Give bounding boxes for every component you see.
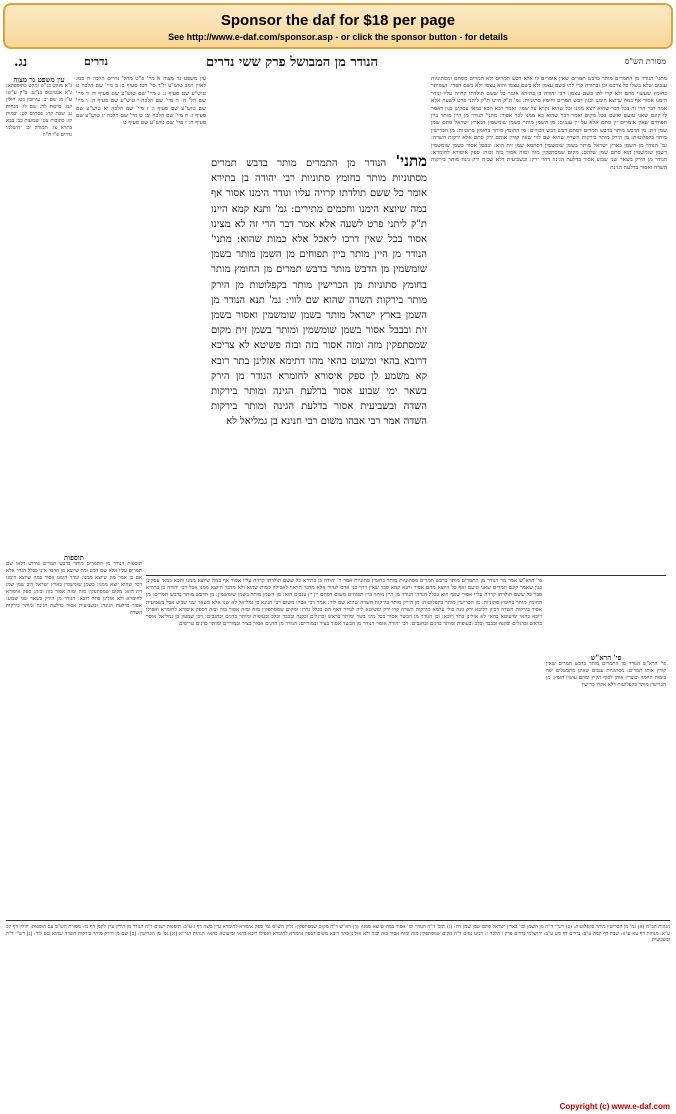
footnotes-section xyxy=(6,924,670,1074)
rabbeinu-asher-column xyxy=(546,654,666,874)
masores-hashas-label: מסורת הש"ס xyxy=(624,57,666,66)
gemara-body: הנודר מן התמרים מותר בדבש תמרים מסתוניות מותר בחומץ סתוניות רבי יהודה בן בתירא אומר כל ששם תולדתו קרויה עליו ונודר הימנו אסור אף במה שיוצא הימנו וחכמים מתירים: גמ' ותנא קמא היינו ת"ק ליתני פרט לשעה אלא אמר דבר הרי זה לא מצינו אסור בכל שאין דרכו ליאכל אלא כמות שהוא: מתני' הנודר מן היין מותר ביין תפוחים מן השמן מותר בשמן שומשמין מן הדבש מותר בדבש תמרים מן החומץ מותר בחומץ סתוניות מן הכרישין מותר בקפלוטות מן הירק מותר בירקות השדה שהוא שם לווי: גמ' תנא הנודר מן השמן בארץ ישראל מותר בשמן שומשמין ואסור בשמן זית ובבבל אסור בשמן שומשמין ומותר בשמן זית מקום שמסתפקין מזה ומזה אסור בזה ובזה פשיטא לא צריכא דרובא בהאי ומיעוט בהאי מהו דתימא אזלינן בתר רובא קא משמע לן ספק איסורא לחומרא הנודר מן הירק בשאר ימי שבוע אסור בדלעת הגינה ומותר בירקות השדה ובשביעית אסור בדלעת הגינה ומותר בירקות השדה אמר רבי אבהו משום רבי חנינא בן גמליאל לא xyxy=(211,158,427,428)
tosafos-lower-column xyxy=(6,554,142,974)
divider-line xyxy=(146,575,666,576)
running-title: הנודר מן המבושל פרק ששי נדרים xyxy=(206,55,378,70)
rashi-column xyxy=(431,76,667,574)
tosafos-lower-text: תוספות הנודר מן התמרים מותר בדבש תמרים פירוש דלאו שם תמרים עליו אלא שם דבש ומה שיוצא מן הדבר אינו בכלל הנדר אלא אם כן אמר מה שיוצא ממנו: ונודר הימנו אסור במה שיוצא הימנו דבר שהוא יוצא ממנו: בשמן שומשמין בארץ ישראל רוב שמן שמן זית הוא: מקום שמסתפקין מזה ומזה אסור בזה ובזה: ספק איסורא לחומרא ולא אזלינן בתר רובא: הנודר מן הירק בשאר שני שבוע: אסור בדלעת הגינה: ובשביעית אסור בדלעת הגינה ומותר בירקות השדה xyxy=(6,561,142,616)
gemara-main-text xyxy=(211,154,427,574)
ein-mishpat-text: נ"א מנקט בנ"ש ומקט בתוספתא: ג"א אנטיגנוס בנ"ש: ב"ק ע"ש: ע"ז מ: שם יב: עירובין כט: חולין קמ: ברכות לה: שם לו: מנחות ע: שבת קח: פסחים לט: יבמות קו: כתובות צט: שבועות כב: בבא בתרא צו: תמורה יב: ירושלמי נדרים פ"ו ה"ה xyxy=(6,83,72,138)
rashi-text: מתני' הנודר מן התמרים מותר בדבש תמרים שאין אומרים לו אלא דבש תמרים ולא תמרים מסתם ומסתוניות ענבים שלא בשלו כל צרכם וכן ובתורה קרי להו בשם עצמן ולא בשם עצמו והוא עצמו ולא בשם הפרי: ושמותר בחומץ שעשוי מהם ולא קרי להו בשם עצמן: רבי יהודה בן בתירא אומר כל ששם תולדתו קרויה עליו ונודר הימנו אסור אף במה שיוצא הימנו וכגון דבש תמרים וחומץ סתוניות: גמ' ת"ק היינו ת"ק ליתני פרט לשעה אלא אמר דבר הרי זה בכל דבר שהוא יוצא ממנו וכל שהוא נקרא על שמו: ואמר רבא הכא במאי עסקינן כגון דאמר לו קונם שאני טועם ואשם בכל מקום ואמר דבר שהוא בא ממנו לכך אסור: מתני' הנודר מן היין מותר ביין תפוחים שאין אומרים יין סתם אלא על יין ענבים: מן השמן מותר בשמן שומשמין דבארץ ישראל סתם שמן שמן זית: מן הדבש מותר בדבש תמרים דסתם דבש דבש דבורים: מן החומץ מותר בחומץ סתוניות: מן הכרישין מותר בקפלוטות: מן הירק מותר בירקות השדה שהוא שם לווי שאין קורין אותם ירק סתם אלא ירקות השדה: גמ' הנודר מן השמן בארץ ישראל מותר בשמן שומשמין דסתמא שמן זית הוא: ובבבל אסור בשמן שומשמין דשמן שומשמין הוא סתם שמן שלהם: מקום שמסתפקין מזה ומזה אסור בזה ובזה: ספק איסורא לחומרא: הנודר מן הירק בשאר שני שבוע אסור בדלעת הגינה דהוי ירק: ובשביעית דלא שכיח ירק גינה מותר בירקות השדה ואסור בדלעת הגינה xyxy=(431,76,667,171)
tosafos-upper-column xyxy=(76,76,206,574)
rabbeinu-asher-text: פי' הרא"ש הנודר מן התמרים מותר בדבש תמרים שאין קורין אותו תמרים: מסתוניות ענבים שאינן מתבשלים יפה בימות החמה ובוצרין אותן לסוף הקיץ ומהם עושין חומץ: מן הכרישין מותר בקפלוטות דלא אקרו כרישין xyxy=(546,661,666,688)
footnote-divider xyxy=(6,920,670,921)
footnotes-text: הגהות הב"ח (א) גמ' מן הכרישין מותר בקפלוטות: (ב) רש"י ד"ה מן השמן וכו' בארץ ישראל סתם שמן שמן זית: (ג) תוס' ד"ה הנודר וכו' אסור במה שיוצא ממנו: (ד) רא"ש ד"ה מקום שמסתפקין: גליון הש"ס גמ' ספק איסורא לחומרא עיין ביצה דף ג ע"ב: תוספות ישנים ד"ה הנודר מן הירק עיין לקמן דף נד: מסורת הש"ס עם הוספות: חולין דף קכ ע"א: מנחות דף עא ע"א: שבת דף קמה ע"ב: נדרים דף מט ע"ב: ירושלמי נדרים פרק ו הלכה ו: רבינו נסים ד"ה מקום שמסתפקין מזה ומזה אסור בזה ובזה ולא אזלינן בתר רובא משום דספק איסורא לחומרא ואפילו רובא בהאי ומיעוטא בהאי: הגהות הגר"א [א] גמ' מן הכרישין: [ב] שם מן הירק מותר בירקות השדה שהוא שם לווי: [ג] רש"י ד"ה ובשביעית xyxy=(6,924,670,944)
sponsor-banner[interactable] xyxy=(3,3,673,49)
copyright-notice: Copyright (c) www.e-daf.com xyxy=(559,1102,670,1111)
sponsor-banner-subtitle[interactable]: See http://www.e-daf.com/sponsor.asp - or click the sponsor button - for details xyxy=(168,32,508,42)
tosafos-upper-text: עין משפט נר מצוה א מיי' פ"ט מהל' נדרים הלכה ח סמג לאוין רמב טוש"ע יו"ד סי' רטז סעיף ב: ב מיי' שם הלכה ט טוש"ע שם סעיף ג: ג מיי' שם טוש"ע שם סעיף ד: ד מיי' שם הל' ח: ה מיי' שם הלכה י טוש"ע שם סעיף ה: ו מיי' שם טוש"ע שם סעיף ו: ז מיי' שם הלכה יא טוש"ע שם סעיף ז: ח מיי' שם הלכה יב: ט מיי' שם הלכה יג טוש"ע שם סעיף ח: י מיי' שם טוש"ע שם סעיף ט xyxy=(76,76,206,127)
ein-mishpat-label: עין משפט נר מצוה xyxy=(13,76,65,84)
tosafos-label: תוספות xyxy=(64,554,84,562)
talmud-page xyxy=(6,54,670,1096)
rabbeinu-asher-label: פי' הרא"ש xyxy=(590,654,622,662)
sponsor-banner-title[interactable]: Sponsor the daf for $18 per page xyxy=(220,12,456,29)
page-number: נג. xyxy=(14,55,28,70)
tractate-name: נדרים xyxy=(84,55,109,68)
lower-commentary-column xyxy=(146,578,542,918)
mishna-lead-word: מתני' xyxy=(395,154,427,170)
ein-mishpat-column xyxy=(6,76,72,536)
page-header xyxy=(6,54,670,72)
lower-commentary-text: פי' הרא"ש אמר מר הנודר מן התמרים מותר בדבש תמרים מסתוניות מותר בחומץ סתוניות אמר ר' יהודה בן בתירא כל ששם תולדתו קרויה עליו אסור אף במה שיוצא ממנו והכא במאי עסקינן כגון שאמר קונם תמרים שאני טועם ואף כל היוצא מהם אסור ותנא קמא סבר שאין דרך בני אדם לנדור אלא מדבר הראוי לאכילה כמות שהוא ולא מדבר היוצא ממנו אבל רבי יהודה בן בתירא סבר כל ששם תולדתו קרויה עליו אסור שאף הוא בכלל הנדר: הנודר מן היין מותר ביין תפוחים משום דסתם יין יין ענבים הוא: מן השמן מותר בשמן שומשמין: מן הדבש מותר בדבש תמרים: מן החומץ מותר בחומץ סתוניות: מן הכרישין מותר בקפלוטות: מן הירק מותר בירקות השדה שהוא שם לווי: אמר רבי אבהו משום רבי חנינא בן גמליאל לא שנו אלא בשאר שני שבוע אבל בשביעית אסור בירקות השדה דכיון דליכא ירק גינה כולי עלמא מירקות השדה קרו ירק ופשיטא ליה לנודר דאף הם בכלל נדרו: ומקום שמסתפקין מזה ומזה אסור בזה ובזה דספק איסורא לחומרא ואפילו רובא בהאי ומיעוטא בהאי לא אזלינן בתר רובא: וכן הנודר מן הבשר אסור בכל מיני בשר ומותר בראש וברגלים ובקנה ובכבד ובלב ובעופות ומותר בדגים ובחגבים: רבן שמעון בן גמליאל אוסר בראש וברגלים ובקנה ובכבד ובלב ובעופות ומותר בדגים ובחגבים: רבי יהודה אומר הנודר מן הבשר אסור בציר ובמוריים: הנודר מן הדגים אסור בציר ובמוריים ומותר בדגים טריפים xyxy=(146,578,542,628)
